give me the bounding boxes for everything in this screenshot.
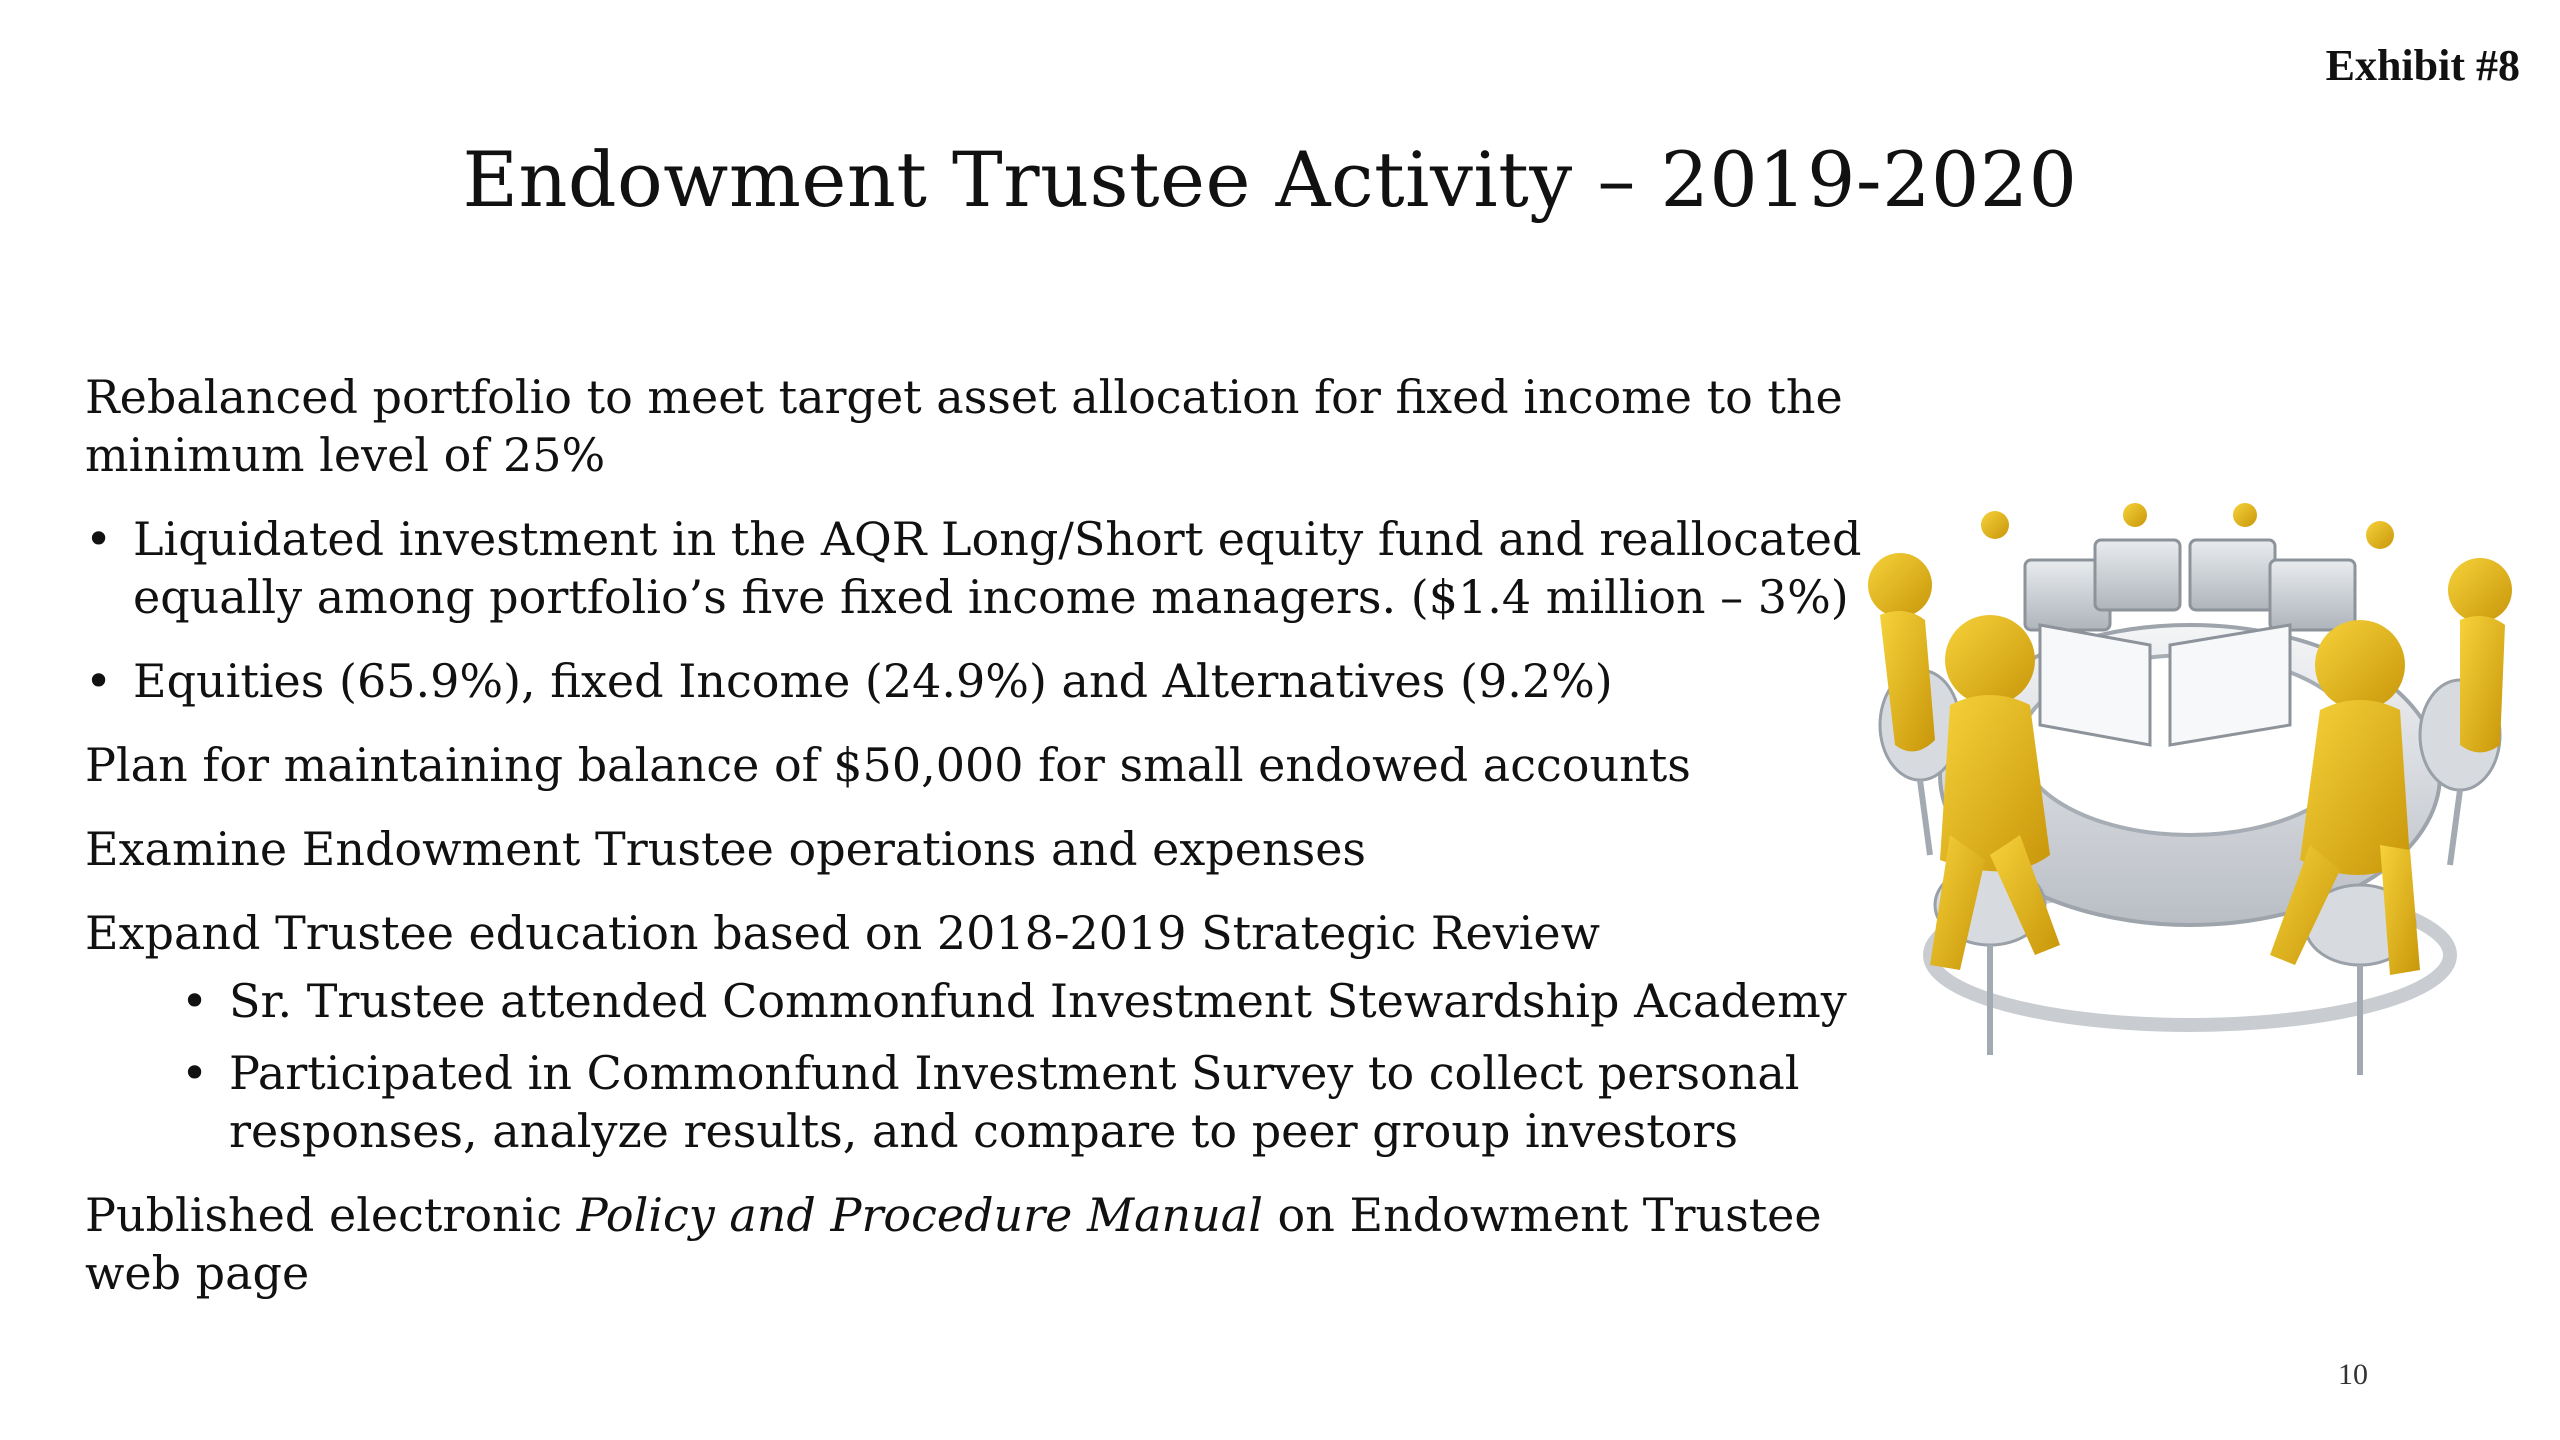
slide-title: Endowment Trustee Activity – 2019-2020 [462, 135, 2078, 224]
body-para-5 [85, 1186, 1875, 1302]
bullet-icon: • [181, 974, 209, 1028]
sub-bullet-item-2 [181, 1044, 1875, 1160]
bullet-item-2 [85, 652, 1875, 710]
bullet-icon: • [85, 654, 113, 708]
text-run: on Endowment Trustee web page [85, 1188, 1822, 1300]
bullet-text: Equities (65.9%), fixed Income (24.9%) and Alternatives (9.2%) [133, 654, 1613, 708]
manual-title: Policy and Procedure Manual [576, 1188, 1263, 1242]
bullet-text: Liquidated investment in the AQR Long/Short equity fund and reallocated equally among portfolio’s five fixed income managers. ($1.4 million – 3%) [133, 512, 1862, 624]
slide-body [85, 368, 1875, 1328]
text-run: Published electronic [85, 1188, 577, 1242]
bullet-item-1 [85, 510, 1875, 626]
people-at-computer-desk-illustration [1840, 495, 2540, 1115]
body-para-2: Plan for maintaining balance of $50,000 for small endowed accounts [85, 738, 1691, 792]
bullet-icon: • [85, 512, 113, 566]
sub-bullet-text: Sr. Trustee attended Commonfund Investment Stewardship Academy [229, 974, 1847, 1028]
bullet-icon: • [181, 1046, 209, 1100]
body-para-1: Rebalanced portfolio to meet target asset allocation for fixed income to the minimum level of 25% [85, 370, 1843, 482]
sub-bullet-item-1 [181, 972, 1875, 1030]
sub-bullet-text: Participated in Commonfund Investment Survey to collect personal responses, analyze results, and compare to peer group investors [229, 1046, 1800, 1158]
exhibit-label: Exhibit #8 [2325, 41, 2520, 90]
body-para-4: Expand Trustee education based on 2018-2019 Strategic Review [85, 906, 1600, 960]
page-number: 10 [2338, 1358, 2368, 1391]
body-para-3: Examine Endowment Trustee operations and expenses [85, 822, 1367, 876]
